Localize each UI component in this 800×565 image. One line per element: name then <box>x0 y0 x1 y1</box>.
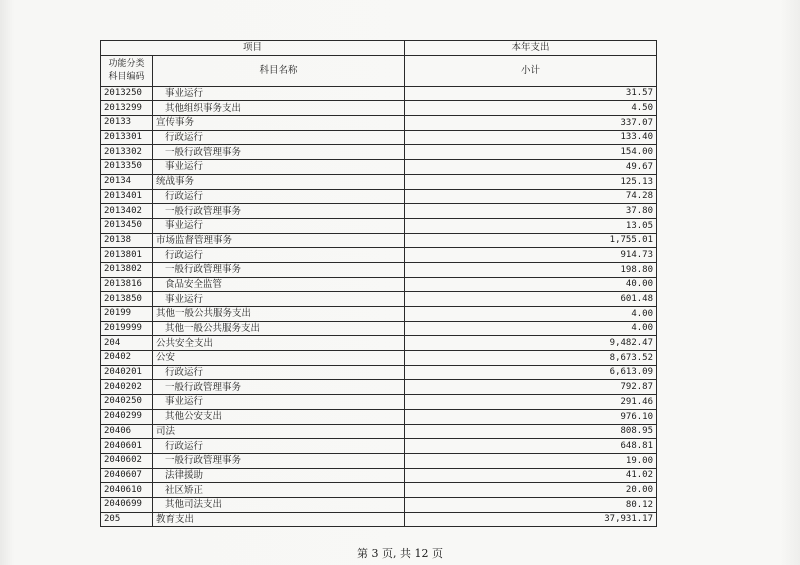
subtotal-amount: 337.07 <box>405 116 657 131</box>
page-number: 第 3 页, 共 12 页 <box>357 547 443 560</box>
subject-code: 20402 <box>101 351 153 366</box>
subject-name: 行政运行 <box>153 189 405 204</box>
subject-name: 行政运行 <box>153 130 405 145</box>
subject-name: 法律援助 <box>153 468 405 483</box>
table-row <box>101 292 657 307</box>
subject-name: 事业运行 <box>153 160 405 175</box>
subtotal-amount: 9,482.47 <box>405 336 657 351</box>
subject-name: 社区矫正 <box>153 483 405 498</box>
table-row <box>101 424 657 439</box>
subject-name: 一般行政管理事务 <box>153 204 405 219</box>
subject-name: 其他组织事务支出 <box>153 101 405 116</box>
table-row <box>101 395 657 410</box>
subtotal-amount: 154.00 <box>405 145 657 160</box>
subject-name: 公共安全支出 <box>153 336 405 351</box>
table-row <box>101 497 657 512</box>
subtotal-amount: 40.00 <box>405 277 657 292</box>
table-row <box>101 233 657 248</box>
subject-name: 其他司法支出 <box>153 497 405 512</box>
table-row <box>101 116 657 131</box>
subject-name: 其他一般公共服务支出 <box>153 307 405 322</box>
subject-name: 公安 <box>153 351 405 366</box>
table-row <box>101 218 657 233</box>
table-row <box>101 307 657 322</box>
subtotal-amount: 792.87 <box>405 380 657 395</box>
header-row-top <box>101 41 657 56</box>
subtotal-amount: 914.73 <box>405 248 657 263</box>
subtotal-amount: 19.00 <box>405 453 657 468</box>
subject-code: 2013801 <box>101 248 153 263</box>
subject-code: 2040299 <box>101 409 153 424</box>
subject-name: 事业运行 <box>153 395 405 410</box>
table-row <box>101 248 657 263</box>
subtotal-amount: 8,673.52 <box>405 351 657 366</box>
header-subject-name: 科目名称 <box>153 55 405 86</box>
subject-name: 事业运行 <box>153 218 405 233</box>
table-row <box>101 409 657 424</box>
subtotal-amount: 37,931.17 <box>405 512 657 527</box>
subtotal-amount: 291.46 <box>405 395 657 410</box>
subject-name: 统战事务 <box>153 174 405 189</box>
subject-name: 食品安全监管 <box>153 277 405 292</box>
subject-name: 其他公安支出 <box>153 409 405 424</box>
subject-code: 204 <box>101 336 153 351</box>
table-row <box>101 277 657 292</box>
table-row <box>101 351 657 366</box>
subject-code: 2013299 <box>101 101 153 116</box>
subject-code: 2040601 <box>101 439 153 454</box>
table-row <box>101 453 657 468</box>
subject-name: 一般行政管理事务 <box>153 380 405 395</box>
subject-code: 2013301 <box>101 130 153 145</box>
table-row <box>101 101 657 116</box>
subject-code: 2040250 <box>101 395 153 410</box>
subtotal-amount: 37.80 <box>405 204 657 219</box>
subject-name: 宣传事务 <box>153 116 405 131</box>
subtotal-amount: 31.57 <box>405 86 657 101</box>
table-row <box>101 262 657 277</box>
subject-code: 2019999 <box>101 321 153 336</box>
subtotal-amount: 133.40 <box>405 130 657 145</box>
subtotal-amount: 74.28 <box>405 189 657 204</box>
subject-name: 一般行政管理事务 <box>153 453 405 468</box>
header-code <box>101 55 153 86</box>
header-code-line2: 科目编码 <box>108 71 145 82</box>
subject-code: 2013816 <box>101 277 153 292</box>
subtotal-amount: 601.48 <box>405 292 657 307</box>
subject-name: 司法 <box>153 424 405 439</box>
subject-name: 其他一般公共服务支出 <box>153 321 405 336</box>
subject-name: 市场监督管理事务 <box>153 233 405 248</box>
table-row <box>101 483 657 498</box>
subject-code: 205 <box>101 512 153 527</box>
subject-name: 教育支出 <box>153 512 405 527</box>
subtotal-amount: 41.02 <box>405 468 657 483</box>
subject-code: 2040607 <box>101 468 153 483</box>
header-row-columns <box>101 55 657 86</box>
header-subtotal: 小计 <box>405 55 657 86</box>
subject-code: 2040699 <box>101 497 153 512</box>
subject-name: 事业运行 <box>153 292 405 307</box>
subject-code: 2013802 <box>101 262 153 277</box>
header-code-line1: 功能分类 <box>108 58 145 69</box>
table-row <box>101 468 657 483</box>
subject-code: 20134 <box>101 174 153 189</box>
subject-code: 2013401 <box>101 189 153 204</box>
subject-code: 20138 <box>101 233 153 248</box>
subject-code: 20133 <box>101 116 153 131</box>
subject-code: 2013250 <box>101 86 153 101</box>
subject-name: 一般行政管理事务 <box>153 145 405 160</box>
table-row <box>101 380 657 395</box>
header-current-year-expenditure: 本年支出 <box>405 41 657 56</box>
subject-code: 2040602 <box>101 453 153 468</box>
subtotal-amount: 80.12 <box>405 497 657 512</box>
subject-code: 2040202 <box>101 380 153 395</box>
subtotal-amount: 4.00 <box>405 307 657 322</box>
subtotal-amount: 648.81 <box>405 439 657 454</box>
subtotal-amount: 13.05 <box>405 218 657 233</box>
table-row <box>101 439 657 454</box>
subject-name: 事业运行 <box>153 86 405 101</box>
subject-code: 20199 <box>101 307 153 322</box>
table-row <box>101 204 657 219</box>
table-row <box>101 86 657 101</box>
subject-code: 2013350 <box>101 160 153 175</box>
table-row <box>101 189 657 204</box>
subtotal-amount: 49.67 <box>405 160 657 175</box>
subtotal-amount: 1,755.01 <box>405 233 657 248</box>
subject-code: 2040610 <box>101 483 153 498</box>
subtotal-amount: 4.00 <box>405 321 657 336</box>
subject-code: 2013402 <box>101 204 153 219</box>
table-row <box>101 321 657 336</box>
table-row <box>101 130 657 145</box>
subtotal-amount: 125.13 <box>405 174 657 189</box>
subtotal-amount: 4.50 <box>405 101 657 116</box>
subject-code: 2013850 <box>101 292 153 307</box>
subject-name: 行政运行 <box>153 365 405 380</box>
table-row <box>101 160 657 175</box>
subtotal-amount: 6,613.09 <box>405 365 657 380</box>
subject-name: 行政运行 <box>153 439 405 454</box>
subtotal-amount: 976.10 <box>405 409 657 424</box>
subject-code: 2013302 <box>101 145 153 160</box>
subtotal-amount: 198.80 <box>405 262 657 277</box>
table-row <box>101 145 657 160</box>
subject-name: 一般行政管理事务 <box>153 262 405 277</box>
table-row <box>101 336 657 351</box>
subtotal-amount: 808.95 <box>405 424 657 439</box>
table-row <box>101 174 657 189</box>
subtotal-amount: 20.00 <box>405 483 657 498</box>
header-project: 项目 <box>101 41 405 56</box>
table-row <box>101 365 657 380</box>
table-row <box>101 512 657 527</box>
subject-code: 2013450 <box>101 218 153 233</box>
subject-code: 20406 <box>101 424 153 439</box>
subject-name: 行政运行 <box>153 248 405 263</box>
subject-code: 2040201 <box>101 365 153 380</box>
expenditure-table <box>100 40 657 527</box>
